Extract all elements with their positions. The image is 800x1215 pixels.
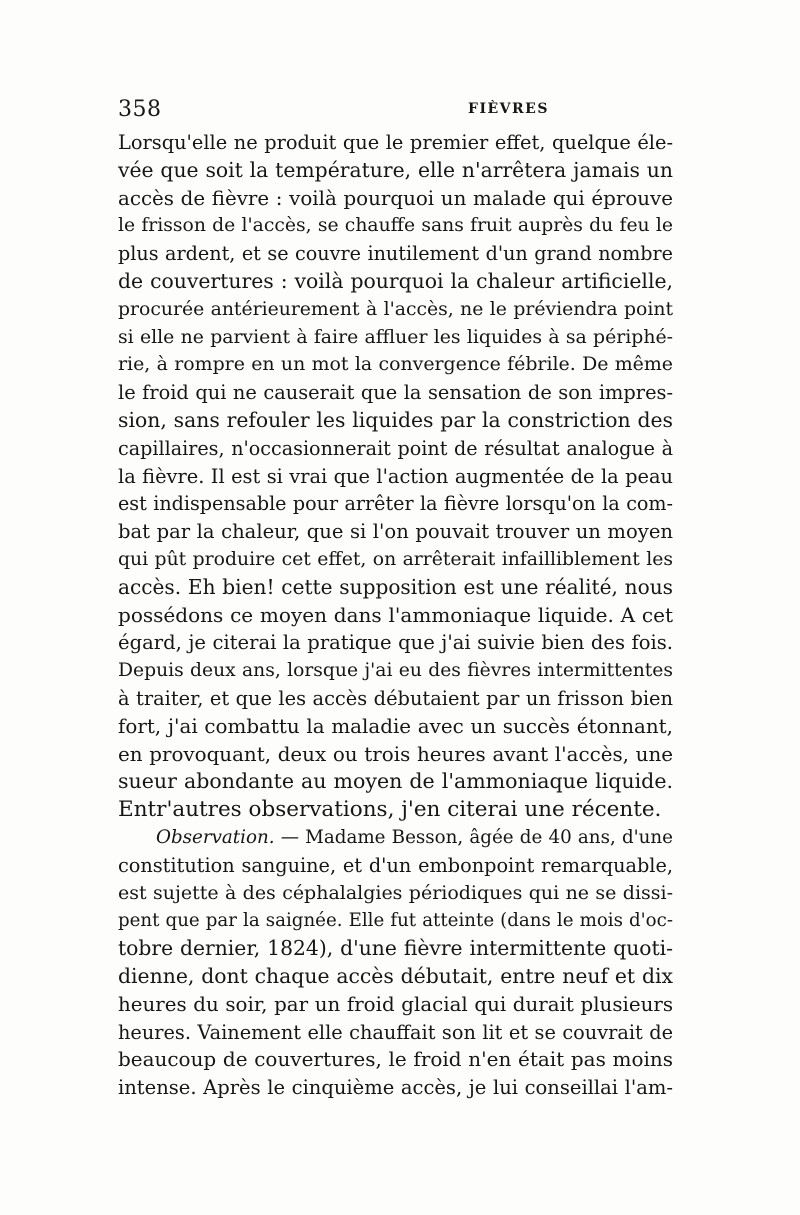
running-head: FIÈVRES [468,101,549,117]
text-line: plus ardent, et se couvre inutilement d'un grand nombre [118,242,673,266]
text-line: accès de fièvre : voilà pourquoi un malade qui éprouve [118,186,673,210]
text-line: si elle ne parvient à faire affluer les liquides à sa périphé- [118,326,673,348]
text-line: bat par la chaleur, que si l'on pouvait trouver un moyen [118,520,673,544]
text-line: Depuis deux ans, lorsque j'ai eu des fièvres intermittentes [118,660,673,682]
text-line: le froid qui ne causerait que la sensation de son impres- [118,381,673,405]
text-line: possédons ce moyen dans l'ammoniaque liquide. A cet [118,602,673,627]
text-line: rie, à rompre en un mot la convergence fébrile. De même [118,353,673,376]
page-header [118,97,673,123]
text-line: est sujette à des céphalalgies périodiques qui ne se dissi- [118,881,673,904]
text-line: à traiter, et que les accès débutaient par un frisson bien [118,686,673,710]
text-line: pent que par la saignée. Elle fut atteinte (dans le mois d'oc- [118,910,673,932]
text-line: dienne, dont chaque accès débutait, entre neuf et dix [118,963,673,988]
text-line: Lorsqu'elle ne produit que le premier effet, quelque éle- [118,131,673,154]
text-line: la fièvre. Il est si vrai que l'action augmentée de la peau [118,464,673,488]
text-line: égard, je citerai la pratique que j'ai suivie bien des fois. [118,631,673,655]
text-line: de couvertures : voilà pourquoi la chaleur artificielle, [118,268,673,293]
text-line: qui pût produire cet effet, on arrêterait infailliblement les [118,548,673,570]
text-line: le frisson de l'accès, se chauffe sans fruit auprès du feu le [118,215,673,237]
text-line: procurée antérieurement à l'accès, ne le préviendra point [118,298,673,320]
text-line: heures. Vainement elle chauffait son lit et se couvrait de [118,1020,673,1044]
text-line: constitution sanguine, et d'un embonpoint remarquable, [118,853,673,877]
paragraph [118,129,673,824]
text-line: sion, sans refouler les liquides par la constriction des [118,407,673,432]
text-line: est indispensable pour arrêter la fièvre lorsqu'on la com- [118,492,673,516]
text-line: sueur abondante au moyen de l'ammoniaque liquide. [118,769,673,794]
text-line: heures du soir, par un froid glacial qui durait plusieurs [118,992,673,1016]
text-line: beaucoup de couvertures, le froid n'en était pas moins [118,1047,673,1072]
observation-first-line-text: — Madame Besson, âgée de 40 ans, d'une [274,826,673,848]
text-line: vée que soit la température, elle n'arrêtera jamais un [118,157,673,182]
text-line: en provoquant, deux ou trois heures avant l'accès, une [118,742,673,766]
text-line: fort, j'ai combattu la maladie avec un succès étonnant, [118,714,673,738]
text-line: intense. Après le cinquième accès, je lui conseillai l'am- [118,1076,673,1100]
observation-label: Observation. [156,826,275,848]
observation-first-line [118,824,673,852]
text-line: accès. Eh bien! cette supposition est une réalité, nous [118,574,673,599]
observation-paragraph [118,824,673,1102]
page-number: 358 [118,97,162,122]
text-line: tobre dernier, 1824), d'une fièvre intermittente quoti- [118,936,673,961]
body-text [118,129,673,1102]
text-line: Entr'autres observations, j'en citerai une récente. [118,797,662,823]
text-line: capillaires, n'occasionnerait point de résultat analogue à [118,436,673,460]
